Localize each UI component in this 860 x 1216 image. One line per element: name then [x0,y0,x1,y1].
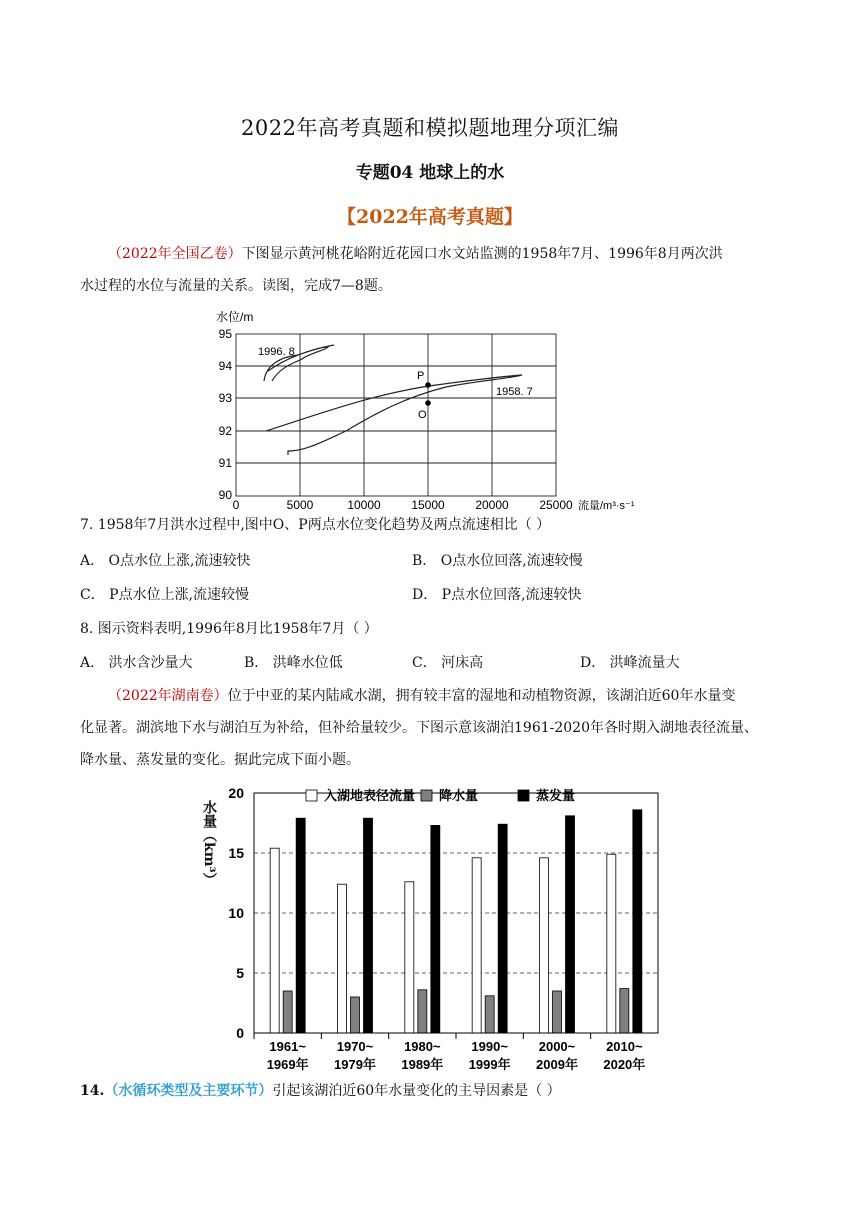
y-tick-label: 0 [236,1025,244,1041]
x-tick-label: 2020年 [603,1057,646,1072]
q7-option-d[interactable]: D． P点水位回落,流速较快 [412,587,582,603]
bar-0-0 [270,848,279,1033]
bar-1-3 [485,996,494,1033]
y-tick: 91 [218,456,232,470]
x-tick: 20000 [475,498,509,512]
q7-option-b[interactable]: B． O点水位回落,流速较慢 [412,553,583,569]
y-axis-label: 水位/m [216,310,254,324]
bar-1-1 [351,997,360,1033]
x-axis-label: 流量/m³·s⁻¹ [578,500,635,512]
legend-label: 降水量 [439,788,479,803]
x-tick-label: 1979年 [334,1057,376,1072]
x-tick-label: 1990~ [471,1039,508,1054]
question-14 [80,1080,561,1100]
passage-text: 降水量、蒸发量的变化。据此完成下面小题。 [80,752,360,768]
bar-0-2 [405,882,414,1033]
q8-option-c[interactable]: C． 河床高 [412,655,484,671]
bar-2-2 [431,825,440,1033]
y-tick: 94 [218,359,232,373]
x-tick-label: 2010~ [606,1039,643,1054]
question-7-stem: 7. 1958年7月洪水过程中,图中O、P两点水位变化趋势及两点流速相比（ ） [80,517,551,533]
source-label: （2022年全国乙卷） [108,246,242,262]
legend-swatch [518,790,529,801]
x-tick: 0 [232,498,240,512]
y-tick-label: 15 [228,845,244,861]
x-tick-label: 1989年 [401,1057,444,1072]
question-14-number: 14. [80,1083,105,1099]
curve-label-1996: 1996. 8 [258,346,295,358]
passage-text: 水过程的水位与流量的关系。读图，完成7—8题。 [80,278,392,294]
y-tick: 92 [218,424,232,438]
curve-label-1958: 1958. 7 [496,386,533,398]
x-tick-label: 1970~ [336,1039,374,1054]
bar-0-1 [338,884,347,1033]
point-O-marker [425,400,431,406]
legend-swatch [421,790,432,801]
bar-1-0 [283,991,292,1033]
y-tick-label: 10 [228,905,244,921]
bar-2-5 [633,810,642,1033]
q7-option-a[interactable]: A． O点水位上涨,流速较快 [80,553,251,569]
x-tick: 25000 [539,498,573,512]
x-tick: 10000 [347,498,381,512]
bar-2-4 [566,816,575,1033]
point-P-marker [425,382,431,388]
passage-text: 下图显示黄河桃花峪附近花园口水文站监测的1958年7月、1996年8月两次洪 [241,246,723,262]
bar-2-1 [364,818,373,1033]
q8-option-d[interactable]: D． 洪峰流量大 [580,655,680,671]
x-tick-label: 2009年 [536,1057,578,1072]
passage-2 [80,680,780,776]
bar-0-3 [472,858,481,1033]
x-tick-label: 1961~ [269,1039,306,1054]
question-8-stem: 8. 图示资料表明,1996年8月比1958年7月（ ） [80,621,378,637]
legend-label: 入湖地表径流量 [324,788,416,803]
legend-swatch [306,790,317,801]
source-label: （2022年湖南卷） [108,688,228,704]
x-tick: 5000 [286,498,314,512]
bar-1-4 [553,991,562,1033]
section-heading: 【2022年高考真题】 [337,206,523,228]
bar-2-3 [498,824,507,1033]
lake-water-bar-chart [196,780,670,1080]
document-title: 2022年高考真题和模拟题地理分项汇编 [241,116,619,140]
passage-text: 化显著。湖滨地下水与湖泊互为补给，但补给量较少。下图示意该湖泊1961-2020年各时期入湖地表径流量、 [80,720,758,736]
x-tick-label: 1999年 [468,1057,511,1072]
stage-discharge-chart [206,305,676,515]
y-tick: 93 [218,391,232,405]
bar-0-4 [540,858,549,1033]
x-tick-label: 2000~ [538,1039,576,1054]
y-tick-label: 5 [236,965,244,981]
topic-subtitle: 专题04 地球上的水 [355,163,505,183]
question-14-tag: （水循环类型及主要环节） [104,1083,273,1099]
bar-1-2 [418,990,427,1033]
passage-text: 位于中亚的某内陆咸水湖，拥有较丰富的湿地和动植物资源，该湖泊近60年水量变 [227,688,736,704]
passage-1 [80,238,780,302]
bar-0-5 [607,854,616,1033]
x-tick-label: 1980~ [404,1039,441,1054]
q8-option-b[interactable]: B． 洪峰水位低 [244,655,343,671]
point-P-label: P [417,370,425,382]
y-tick-label: 20 [228,785,244,801]
question-14-stem: 引起该湖泊近60年水量变化的主导因素是（ ） [272,1083,561,1099]
x-tick-label: 1969年 [266,1057,309,1072]
q7-option-c[interactable]: C． P点水位上涨,流速较慢 [80,587,250,603]
bar-2-0 [296,818,305,1033]
y-tick: 95 [218,327,232,341]
bar-y-axis-label: 水量（km³） [201,800,217,887]
legend-label: 蒸发量 [536,788,576,803]
q8-option-a[interactable]: A． 洪水含沙量大 [80,655,193,671]
y-tick: 90 [218,488,232,502]
point-O-label: O [418,409,427,421]
curve-1958 [266,375,522,455]
x-tick: 15000 [411,498,445,512]
bar-1-5 [620,989,629,1033]
